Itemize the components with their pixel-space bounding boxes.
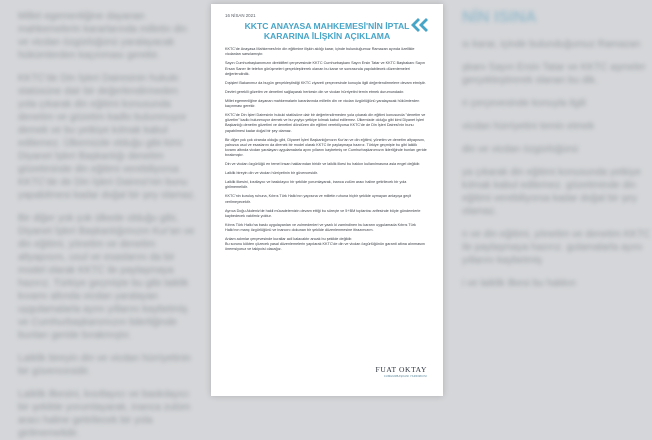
bg-right-paragraph: ya çıkarak din eğitimi konusunda yetkiye kılmak kabul edilemez. gözetiminde din eğitimi verebiliyorsa kadar doğal bir şey olamaz. xyxy=(462,167,641,217)
statement-paragraph: Laiklik ilkesini, kısıtlayıcı ve baskılayıcı bir şekilde yorumlayarak, inanca zulüm aracı haline getirilecek bir yola girilmemelidir. xyxy=(225,180,407,190)
bg-right-paragraph: ri çerçevesinde konuyla ilgili xyxy=(462,98,586,109)
statement-paragraph: KKTC'de Anayasa Mahkemesi'nin din eğitimine ilişkin aldığı karar, içinde bulunduğumuz Ramazan ayında özellikle vicdanları sarsılamıştır. xyxy=(225,47,415,57)
statement-paragraph: KKTC'nin kuruluş ruhuna, Kıbrıs Türk Halkı'nın yapısına ve milletin ruhuna hiçbir şekilde uymayan anlayışa geçit verilmeyecektir. xyxy=(225,194,412,204)
bg-left-paragraph: Laiklik bireyin din ve vicdan hürriyetinin bir güvencesidir. xyxy=(18,353,191,377)
bg-left-paragraph: KKTC'de Din İşleri Dairesinin hukuki statüsüne dair bir değerlendirmeden yola çıkarak din eğitimi konusunda denetim ve gözetim kadlo bulunmuyor demek ve bu yetkiye kılmak kabul edilemez. Ülkemizde olduğu gibi kimi Diyanet İşleri Başkanlığı denetim gözetiminde din eğitimi verebiliyorsa KKTC'de de Din İşleri Dairesi'nin bunu yapabilmesi kadar doğal bir şey olamaz. xyxy=(18,73,196,201)
bg-right-paragraph: i ve laiklik ilkesi bu hakkın xyxy=(462,278,576,289)
statement-title: KKTC ANAYASA MAHKEMESİ'NİN İPTAL KARARINA İLİŞKİN AÇIKLAMA xyxy=(244,21,410,41)
statement-paragraph: Bir diğer yok çok ciranda olduğu gibi, Diyanet İşleri Başkanlığımızın Kur'an ve din eğitimi, yönetim ve denetim altyapısını, yalnızca usul ve esaslarını da direnek bir model olarak KKTC ile paylaşmaya hazırız. Türkiye geçmişte bu gibi laiklik kıvamı altında vicdan yaralayan uygulamalarla ayını yıllarını kaybetmiş ve Cumhurbaşkanımızın liderliğinde bunları geride bırakmıştır. xyxy=(225,137,427,158)
signature-name: FUAT OKTAY xyxy=(375,365,427,374)
bg-left-paragraph: Bir diğer yok çok ülkede olduğu gibi, Diyanet İşleri Başkanlığımızın Kur'an ve din eğitimi, yönetim ve denetim altyapısını, usul ve esaslarını da bir model olarak KKTC ile paylaşmaya hazırız. Türkiye geçmişte bu gibi laiklik kıvamı altında vicdan yaralayan uygulamalarla ayını yıllarını kaybetmiş ve Cumhurbaşkanımızın liderliğinde bunları geride bırakmıştır. xyxy=(18,213,195,341)
statement-paragraph: Sayın Cumhurbaşkanımızın direktifleri çerçevesinde KKTC Cumhurbaşkanı Sayın Ersin Tatar ve KKTC Başbakanı Sayın Ersan Saner ile telefon görüşmeleri gerçekleştirerek olanan bu karar ve sonrasında yapılabilecek düzenlemeleri değerlendirdik. xyxy=(225,61,426,76)
bg-right-paragraph: şkanı Sayın Ersin Tatar ve KKTC aşmeler gerçekleştirerek olanan bu dik. xyxy=(462,62,646,86)
statement-paragraph: KKTC'de Din İşleri Dairesinin hukuki statüsüne dair bir değerlendirmeden yola çıkarak din eğitimi konusunda "denetim ve gözetim" kadlo bulunmuyor demek ve bu yoyiyo yetkiye kılmak kabul edilemez. Ülkemizde olduğu gibi kimi Diyanet İşleri Başkanlığı denetim gözetimi ve denetimi döndüren din eğitimi verebiliyorsa KKTC'de de Din İşleri Dairesi'nin bunu yapabilmesi kadar doğal bir şey olamaz. xyxy=(225,113,426,133)
statement-paragraph: Millet egemenliğine dayanan mahkemalarin kararlarında milletin din ve vicdan özgürlüğünü yaralayacak hükümlerden kaçınması gerekir. xyxy=(225,98,420,108)
statement-paragraph: Din ve vicdan özgürlüğü en temel insan haklarından biridir ve laiklik ilkesi bu hakkın kullanılmasına asla engel değildir. xyxy=(225,162,421,167)
statement-paragraph: Kıbrıs Türk Halkı'na baskı uygulayanları ve zulmedenleri ve yazık ki zamindinen bu kararın uygulamada Kıbrıs Türk Halkı'nın manç özgürlüğünü ve inancını dokunan bir şekilde düzenlenmesine itirazımızım. xyxy=(225,222,416,232)
statement-paragraph: Dışişleri Bakanımız da bugün gerçekleştirdiği KKTC ziyareti çerçevesinde konuyla ilgili değerlendirmelere devam etmiştir. xyxy=(225,80,426,85)
bg-left-paragraph: Laiklik ilkesini, kısıtlayıcı ve baskılayıcı bir şekilde yorumlayarak, inanca zulüm aracı haline getirilecek bir yola girilmemelidir. xyxy=(18,389,191,439)
statement-paragraph: Devlet gereklli gözetim ve denetimi sağlayarak herkesin din ve vicdan hürriyetini temin etmek durumundadır. xyxy=(225,89,405,94)
bg-right-title: NİN ISINA xyxy=(462,9,537,26)
statement-document xyxy=(211,4,443,396)
bg-left-paragraph: Millet egemenliğine dayanan mahkemelerin kararlarında milletin din ve vicdan özgürlüğünü yaralayacak hükümlerden kaçınması gerekir. xyxy=(18,11,187,61)
statement-paragraph: Bu sorunu kökten çözecek yasal düzenlemelerin yapılarak KKTC'de din ve vicdan özgürlüğünün garanti altına alınmasını önemsiyoruz ve takipcisi olacağız. xyxy=(225,242,426,252)
statement-paragraph: Laiklik bireyin din ve vicdan hürriyetinin bir güvencesidir. xyxy=(225,171,318,176)
bg-right-paragraph: din ve vicdan özgürlüğünü xyxy=(462,144,579,155)
statement-paragraph: Ayrıca Doğu Akdeniz'de hakli mücadelemizin devam ettiği bu süreçte ve 5+BM toplantısı arifesinde böyle gündemlerle kaybedecek vaktimiz yoktur. xyxy=(225,208,421,218)
document-content xyxy=(211,4,443,396)
background-text-left xyxy=(0,0,198,439)
background-text-right xyxy=(454,0,652,400)
statement-date: 16 NİSAN 2021 xyxy=(225,13,256,18)
signature-block xyxy=(376,365,427,378)
bg-right-paragraph: sı karar, içinde bulunduğumuz Ramazan xyxy=(462,39,641,50)
signature-title: CUMHURBAŞKANI YARDIMCISI xyxy=(383,375,427,378)
quote-mark-icon xyxy=(409,16,431,34)
statement-paragraph: Anlam adımlar çerçevesinde kurallar acil kalacaktır ancak bu şekilde değildir. xyxy=(225,236,353,241)
bg-right-paragraph: n ve din eğitimi, yönetim ve denetim KKTC ile paylaşmaya hazırız. gulamalarla ayını yıllarını kaybetmiş xyxy=(462,229,651,266)
bg-right-paragraph: vicdan hürriyetini temin etmek xyxy=(462,121,595,132)
